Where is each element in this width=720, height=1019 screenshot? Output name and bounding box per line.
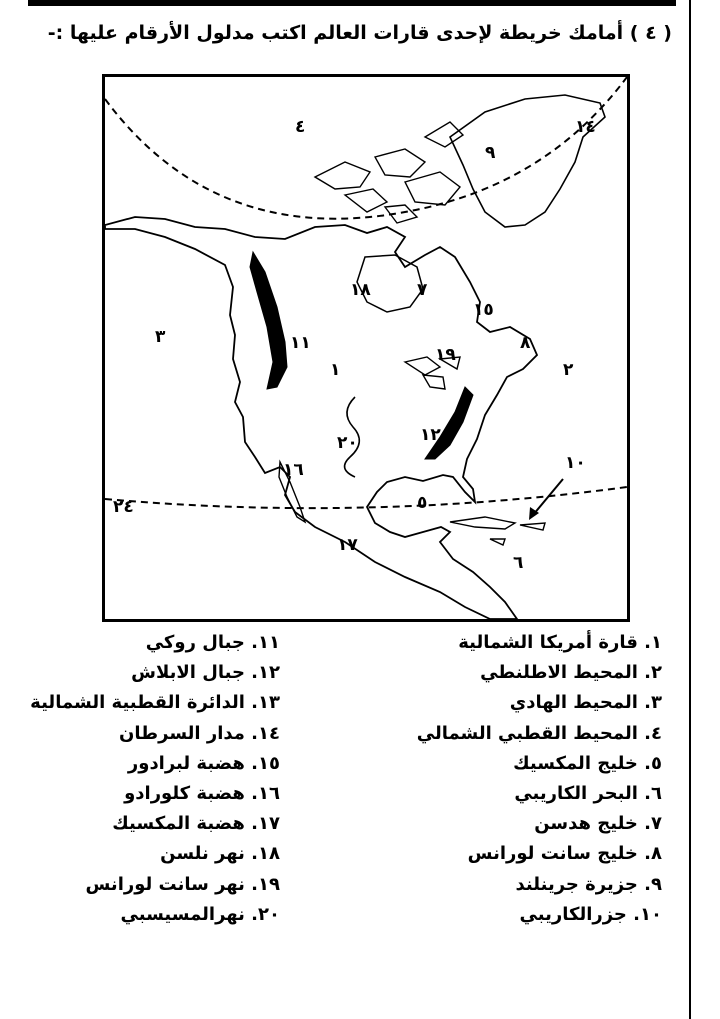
legend-item: ١٧. هضبة المكسيك <box>112 813 280 835</box>
map-label-9: ٩ <box>485 143 496 163</box>
legend-item: ١. قارة أمريكا الشمالية <box>458 632 662 653</box>
legend-item: ١٦. هضبة كلورادو <box>124 782 280 804</box>
rocky-mountains <box>250 252 287 389</box>
legend-item: ١٣. الدائرة القطبية الشمالية <box>30 692 280 714</box>
map-label-17: ١٧ <box>337 535 358 555</box>
legend-item: ٥. خليج المكسيك <box>513 752 662 774</box>
map-drawing <box>105 77 627 619</box>
page-right-rule <box>689 0 691 1019</box>
map-label-24: ٢٤ <box>113 497 134 517</box>
legend-list-right <box>362 628 662 930</box>
map-label-20: ٢٠ <box>337 433 358 453</box>
legend-item: ١٩. نهر سانت لورانس <box>85 873 280 895</box>
map-label-7: ٧ <box>417 280 428 300</box>
map-label-3: ٣ <box>155 327 166 347</box>
north-america-map <box>102 74 630 622</box>
map-label-10: ١٠ <box>565 453 586 473</box>
legend-item: ١٢. جبال الابلاش <box>131 662 280 684</box>
appalachian-mountains <box>425 387 473 459</box>
map-label-15: ١٥ <box>473 300 494 320</box>
question-title: ( ٤ ) أمامك خريطة لإحدى قارات العالم اكتب مدلول الأرقام عليها :- <box>47 22 672 44</box>
map-label-18: ١٨ <box>350 280 371 300</box>
legend-item: ٧. خليج هدسن <box>534 813 662 835</box>
map-label-12: ١٢ <box>420 425 441 445</box>
map-label-16: ١٦ <box>283 460 304 480</box>
arctic-islands <box>315 122 463 223</box>
legend-item: ١٤. مدار السرطان <box>119 722 280 744</box>
continent-outline <box>105 217 537 619</box>
map-label-8: ٨ <box>520 333 531 353</box>
legend-item: ٦. البحر الكاريبي <box>514 782 662 804</box>
legend-list-left <box>0 628 280 930</box>
legend-item: ١١. جبال روكي <box>145 632 280 653</box>
arctic-circle-line <box>105 77 627 219</box>
legend-item: ٤. المحيط القطبي الشمالي <box>416 722 662 744</box>
legend-item: ١٥. هضبة لبرادور <box>127 752 280 774</box>
map-label-4: ٤ <box>295 117 306 137</box>
map-label-14: ١٤ <box>575 117 596 137</box>
map-label-5: ٥ <box>417 493 428 513</box>
caribbean-islands <box>450 517 545 545</box>
legend-item: ١٠. جزرالكاريبي <box>519 903 662 925</box>
map-label-2: ٢ <box>563 360 574 380</box>
top-border-bar <box>28 0 676 6</box>
legend-item: ٢٠. نهرالمسيسبي <box>120 903 280 925</box>
legend-item: ٣. المحيط الهادي <box>509 692 662 714</box>
legend-item: ١٨. نهر نلسن <box>160 843 280 865</box>
greenland-outline <box>450 95 605 227</box>
map-label-1: ١ <box>330 360 341 380</box>
legend-item: ٩. جزيرة جرينلند <box>515 873 662 895</box>
map-label-6: ٦ <box>513 553 524 573</box>
legend-item: ٢. المحيط الاطلنطي <box>480 662 662 684</box>
legend-item: ٨. خليج سانت لورانس <box>467 843 662 865</box>
map-label-19: ١٩ <box>435 345 456 365</box>
map-label-11: ١١ <box>290 333 311 353</box>
